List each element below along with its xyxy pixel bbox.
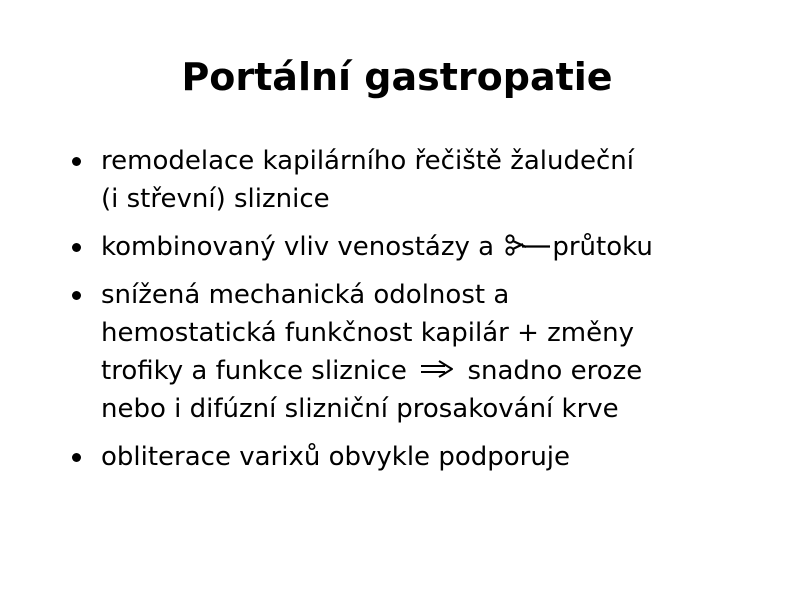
bullet-dot-icon: [72, 453, 81, 462]
bullet-dot-icon: [72, 291, 81, 300]
list-item: [72, 228, 752, 266]
bullet-text-line: obliterace varixů obvykle podporuje: [101, 442, 571, 472]
scissors-icon: [504, 233, 550, 257]
slide-title: Portální gastropatie: [181, 55, 613, 99]
bullet-text: průtoku: [552, 232, 653, 262]
bullet-text-line: snadno eroze: [459, 356, 643, 386]
bullet-text-line: snížená mechanická odolnost a: [101, 280, 510, 310]
implies-arrow-icon: [419, 352, 455, 372]
bullet-dot-icon: [72, 243, 81, 252]
bullet-text-line: (i střevní) sliznice: [101, 184, 330, 214]
bullet-list: [72, 142, 752, 482]
bullet-text-line: remodelace kapilárního řečiště žaludeční: [101, 146, 634, 176]
bullet-text-line: trofiky a funkce sliznice: [101, 356, 416, 386]
bullet-text-line: hemostatická funkčnost kapilár + změny: [101, 318, 634, 348]
list-item: [72, 438, 752, 476]
bullet-text: kombinovaný vliv venostázy a: [101, 232, 503, 262]
bullet-text-line: nebo i difúzní slizniční prosakování krve: [101, 394, 619, 424]
bullet-dot-icon: [72, 157, 81, 166]
list-item: [72, 276, 752, 428]
list-item: [72, 142, 752, 218]
